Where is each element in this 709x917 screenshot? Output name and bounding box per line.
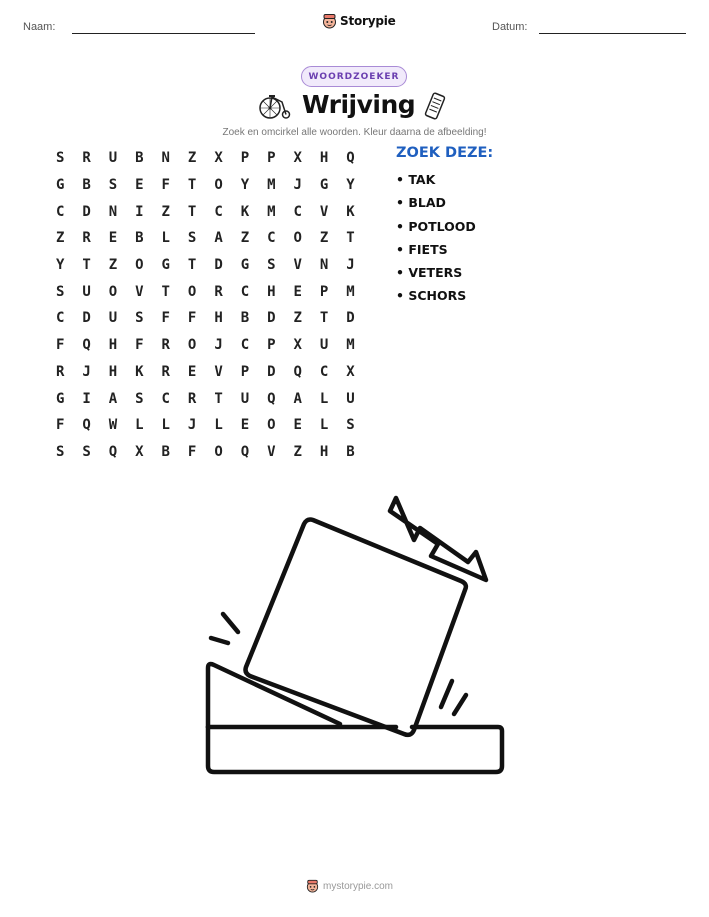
- grid-letter[interactable]: O: [187, 337, 197, 354]
- word-list-item: • FIETS: [396, 241, 448, 257]
- grid-letter[interactable]: C: [293, 203, 302, 220]
- grid-letter[interactable]: I: [135, 203, 144, 220]
- grid-letter[interactable]: R: [161, 363, 170, 380]
- grid-letter[interactable]: H: [214, 310, 223, 327]
- grid-letter[interactable]: P: [267, 337, 276, 354]
- grid-letter[interactable]: E: [135, 177, 144, 194]
- grid-letter[interactable]: V: [135, 283, 144, 300]
- grid-letter[interactable]: S: [82, 443, 91, 460]
- grid-letter[interactable]: C: [267, 230, 276, 247]
- grid-letter[interactable]: H: [267, 283, 276, 300]
- grid-letter[interactable]: W: [108, 417, 118, 434]
- grid-letter[interactable]: M: [267, 177, 276, 194]
- grid-letter[interactable]: G: [240, 257, 250, 274]
- word-list-item: • SCHORS: [396, 288, 467, 304]
- grid-letter[interactable]: E: [240, 417, 250, 434]
- grid-letter[interactable]: D: [82, 203, 91, 220]
- grid-letter[interactable]: B: [135, 150, 144, 167]
- page-title: Wrijving: [302, 90, 416, 119]
- grid-letter[interactable]: M: [346, 337, 355, 354]
- word-search-grid[interactable]: [47, 145, 364, 465]
- date-line[interactable]: [539, 33, 686, 34]
- grid-letter[interactable]: B: [240, 310, 250, 327]
- grid-letter[interactable]: X: [293, 150, 302, 167]
- footer: [306, 879, 393, 893]
- grid-letter[interactable]: Z: [187, 150, 197, 167]
- grid-letter[interactable]: O: [187, 283, 197, 300]
- grid-letter[interactable]: L: [319, 390, 329, 407]
- grid-letter[interactable]: Q: [267, 390, 276, 407]
- grid-letter[interactable]: O: [214, 177, 223, 194]
- grid-letter[interactable]: H: [108, 337, 118, 354]
- grid-letter[interactable]: V: [293, 257, 302, 274]
- grid-letter[interactable]: C: [214, 203, 223, 220]
- grid-letter[interactable]: E: [293, 417, 302, 434]
- eraser-icon: [424, 92, 446, 120]
- grid-letter[interactable]: R: [187, 390, 197, 407]
- grid-letter[interactable]: E: [108, 230, 118, 247]
- grid-letter[interactable]: J: [293, 177, 302, 194]
- grid-letter[interactable]: B: [82, 177, 91, 194]
- grid-letter[interactable]: C: [240, 337, 250, 354]
- word-list-title: ZOEK DEZE:: [396, 145, 494, 161]
- grid-letter[interactable]: J: [82, 363, 91, 380]
- title-row: [258, 90, 448, 122]
- grid-letter[interactable]: T: [161, 283, 170, 300]
- grid-letter[interactable]: Z: [55, 230, 65, 247]
- grid-letter[interactable]: F: [161, 177, 170, 194]
- word-list: [396, 170, 476, 310]
- grid-letter[interactable]: G: [55, 177, 65, 194]
- grid-letter[interactable]: T: [187, 177, 197, 194]
- grid-letter[interactable]: G: [161, 257, 170, 274]
- grid-letter[interactable]: N: [319, 257, 329, 274]
- grid-letter[interactable]: X: [135, 443, 144, 460]
- grid-letter[interactable]: Q: [82, 337, 91, 354]
- grid-letter[interactable]: S: [55, 443, 65, 460]
- grid-letter[interactable]: T: [346, 230, 355, 247]
- grid-letter[interactable]: Z: [293, 310, 302, 327]
- grid-letter[interactable]: Z: [293, 443, 302, 460]
- worksheet-type-badge: WOORDZOEKER: [301, 66, 407, 87]
- grid-letter[interactable]: S: [187, 230, 197, 247]
- grid-letter[interactable]: K: [346, 203, 355, 220]
- grid-letter[interactable]: T: [187, 203, 197, 220]
- grid-letter[interactable]: T: [319, 310, 329, 327]
- grid-letter[interactable]: N: [161, 150, 170, 167]
- grid-letter[interactable]: S: [55, 150, 65, 167]
- grid-letter[interactable]: B: [135, 230, 144, 247]
- grid-letter[interactable]: L: [161, 417, 170, 434]
- grid-letter[interactable]: Q: [240, 443, 250, 460]
- grid-letter[interactable]: O: [108, 283, 118, 300]
- friction-illustration[interactable]: [200, 490, 505, 775]
- word-list-item: • BLAD: [396, 195, 446, 211]
- grid-letter[interactable]: F: [135, 337, 144, 354]
- grid-letter[interactable]: Q: [108, 443, 118, 460]
- grid-letter[interactable]: U: [319, 337, 329, 354]
- grid-letter[interactable]: P: [240, 150, 250, 167]
- grid-letter[interactable]: O: [267, 417, 276, 434]
- grid-letter[interactable]: S: [135, 310, 144, 327]
- grid-letter[interactable]: S: [267, 257, 276, 274]
- grid-letter[interactable]: V: [214, 363, 223, 380]
- grid-letter[interactable]: U: [108, 150, 118, 167]
- grid-letter[interactable]: B: [346, 443, 355, 460]
- grid-letter[interactable]: E: [293, 283, 302, 300]
- grid-letter[interactable]: F: [161, 310, 170, 327]
- grid-letter[interactable]: S: [55, 283, 65, 300]
- grid-letter[interactable]: F: [187, 443, 197, 460]
- grid-letter[interactable]: L: [161, 230, 170, 247]
- grid-letter[interactable]: P: [240, 363, 250, 380]
- grid-letter[interactable]: P: [267, 150, 276, 167]
- grid-letter[interactable]: S: [346, 417, 355, 434]
- grid-letter[interactable]: L: [319, 417, 329, 434]
- grid-letter[interactable]: Y: [55, 257, 65, 274]
- grid-letter[interactable]: Y: [240, 177, 250, 194]
- grid-letter[interactable]: R: [161, 337, 170, 354]
- word-list-item: • POTLOOD: [396, 218, 476, 234]
- grid-letter[interactable]: A: [108, 390, 118, 407]
- grid-letter[interactable]: A: [214, 230, 223, 247]
- grid-letter[interactable]: L: [135, 417, 144, 434]
- grid-letter[interactable]: K: [135, 363, 144, 380]
- brand-name: Storypie: [340, 14, 396, 28]
- grid-letter[interactable]: B: [161, 443, 170, 460]
- grid-letter[interactable]: A: [293, 390, 302, 407]
- grid-letter[interactable]: M: [346, 283, 355, 300]
- grid-letter[interactable]: T: [82, 257, 91, 274]
- brand-logo: [322, 13, 396, 29]
- grid-letter[interactable]: F: [55, 337, 65, 354]
- grid-letter[interactable]: D: [214, 257, 223, 274]
- grid-letter[interactable]: Q: [293, 363, 302, 380]
- grid-letter[interactable]: I: [82, 390, 91, 407]
- grid-letter[interactable]: C: [240, 283, 250, 300]
- penny-farthing-bicycle-icon: [258, 92, 292, 120]
- grid-letter[interactable]: N: [108, 203, 118, 220]
- grid-letter[interactable]: C: [55, 203, 65, 220]
- grid-letter[interactable]: M: [267, 203, 276, 220]
- grid-letter[interactable]: O: [293, 230, 302, 247]
- grid-letter[interactable]: C: [55, 310, 65, 327]
- grid-letter[interactable]: Y: [346, 177, 355, 194]
- grid-letter[interactable]: V: [267, 443, 276, 460]
- grid-letter[interactable]: D: [267, 310, 276, 327]
- grid-letter[interactable]: F: [187, 310, 197, 327]
- grid-letter[interactable]: R: [82, 230, 91, 247]
- grid-letter[interactable]: O: [135, 257, 144, 274]
- grid-letter[interactable]: O: [214, 443, 223, 460]
- grid-letter[interactable]: X: [293, 337, 302, 354]
- grid-letter[interactable]: G: [319, 177, 329, 194]
- grid-letter[interactable]: D: [82, 310, 91, 327]
- grid-letter[interactable]: H: [108, 363, 118, 380]
- storypie-mascot-icon: [306, 879, 319, 893]
- grid-letter[interactable]: H: [319, 443, 329, 460]
- grid-letter[interactable]: Z: [240, 230, 250, 247]
- grid-letter[interactable]: L: [214, 417, 223, 434]
- grid-letter[interactable]: R: [55, 363, 65, 380]
- grid-letter[interactable]: S: [135, 390, 144, 407]
- grid-letter[interactable]: Z: [319, 230, 329, 247]
- grid-letter[interactable]: D: [267, 363, 276, 380]
- grid-letter[interactable]: U: [346, 390, 355, 407]
- footer-url[interactable]: mystorypie.com: [323, 880, 394, 892]
- word-list-item: • VETERS: [396, 265, 463, 281]
- grid-letter[interactable]: R: [214, 283, 223, 300]
- grid-letter[interactable]: J: [214, 337, 223, 354]
- grid-letter[interactable]: U: [82, 283, 91, 300]
- instructions: Zoek en omcirkel alle woorden. Kleur daarna de afbeelding!: [222, 127, 487, 138]
- grid-letter[interactable]: E: [187, 363, 197, 380]
- grid-letter[interactable]: C: [161, 390, 170, 407]
- grid-letter[interactable]: S: [108, 177, 118, 194]
- grid-letter[interactable]: Q: [82, 417, 91, 434]
- grid-letter[interactable]: D: [346, 310, 355, 327]
- grid-letter[interactable]: F: [55, 417, 65, 434]
- word-list-item: • TAK: [396, 172, 436, 187]
- grid-letter[interactable]: K: [240, 203, 250, 220]
- grid-letter[interactable]: Q: [346, 150, 355, 167]
- name-label: Naam:: [23, 21, 56, 33]
- grid-letter[interactable]: U: [240, 390, 250, 407]
- grid-letter[interactable]: X: [214, 150, 223, 167]
- grid-letter[interactable]: J: [187, 417, 197, 434]
- grid-letter[interactable]: Z: [108, 257, 118, 274]
- date-label: Datum:: [492, 21, 528, 33]
- grid-letter[interactable]: X: [346, 363, 355, 380]
- grid-letter[interactable]: T: [187, 257, 197, 274]
- grid-letter[interactable]: V: [319, 203, 329, 220]
- grid-letter[interactable]: T: [214, 390, 223, 407]
- grid-letter[interactable]: R: [82, 150, 91, 167]
- grid-letter[interactable]: G: [55, 390, 65, 407]
- grid-letter[interactable]: P: [319, 283, 329, 300]
- grid-letter[interactable]: J: [346, 257, 355, 274]
- grid-letter[interactable]: Z: [161, 203, 170, 220]
- grid-letter[interactable]: C: [319, 363, 329, 380]
- storypie-mascot-icon: [322, 13, 337, 29]
- grid-letter[interactable]: H: [319, 150, 329, 167]
- grid-letter[interactable]: U: [108, 310, 118, 327]
- name-line[interactable]: [72, 33, 255, 34]
